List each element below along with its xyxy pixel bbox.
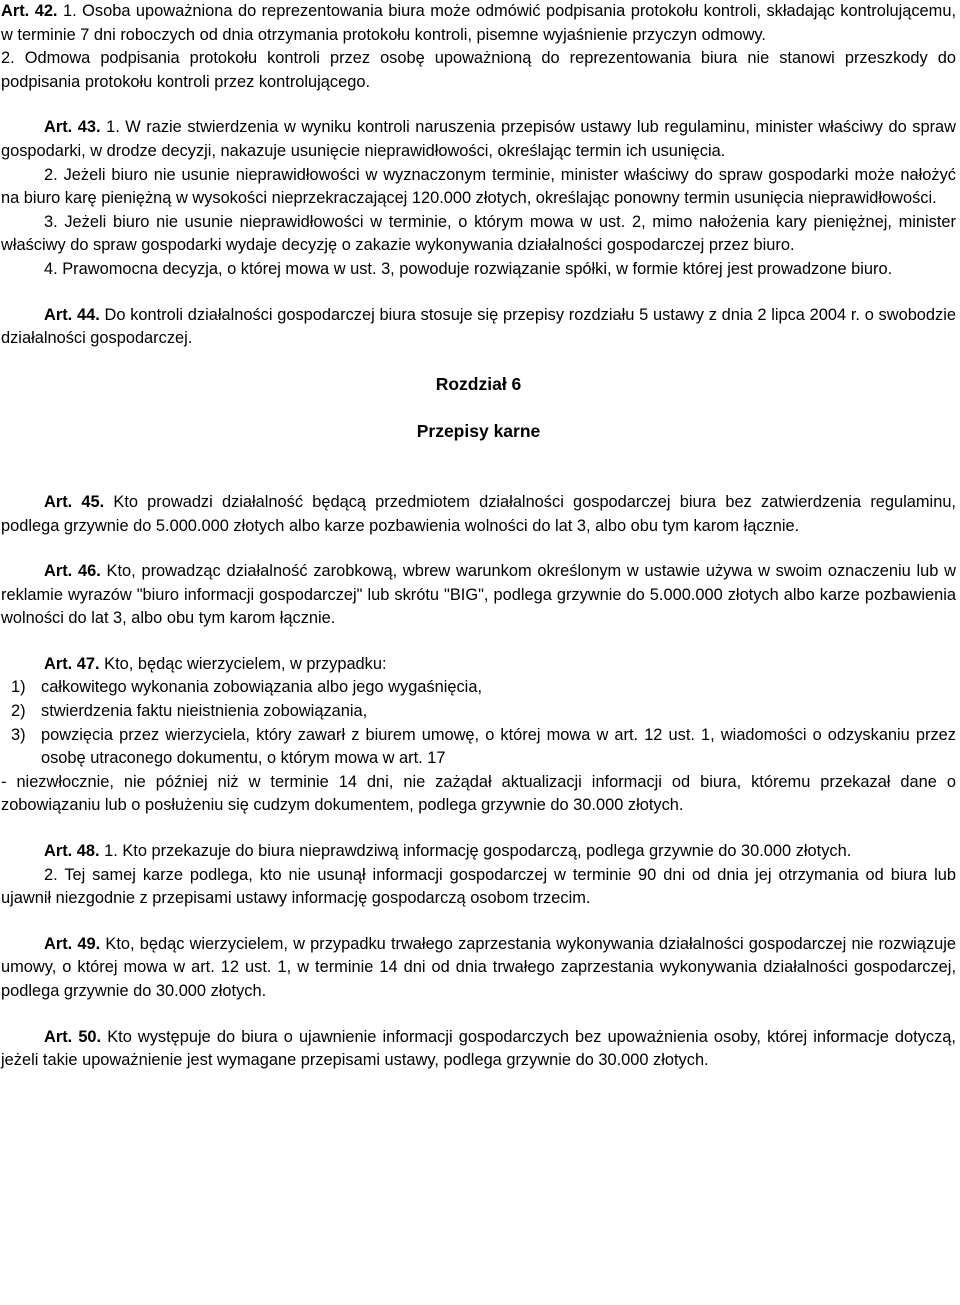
list-item-text: całkowitego wykonania zobowiązania albo jego wygaśnięcia,	[41, 678, 482, 697]
art-48-p2-number: 2.	[44, 865, 58, 884]
art-46-heading: Art. 46.	[44, 562, 101, 581]
art-45-para	[1, 491, 956, 538]
art-43-p1-text: W razie stwierdzenia w wyniku kontroli naruszenia przepisów ustawy lub regulaminu, minister właściwy do spraw gospodarki, w drodze decyzji, nakazuje usunięcie nieprawidłowości, określając termin ich usunięcia.	[1, 118, 956, 160]
art-43-para-3	[1, 211, 956, 258]
spacer	[1, 631, 956, 653]
art-50-text: Kto występuje do biura o ujawnienie informacji gospodarczych bez upoważnienia osoby, której informacje dotyczą, jeżeli takie upoważnienie jest wymagane przepisami ustawy, podlega grzywnie do 30.000 złotych.	[1, 1027, 956, 1070]
art-42-heading: Art. 42.	[1, 2, 58, 20]
art-47-intro-para	[1, 653, 956, 677]
spacer	[1, 444, 956, 491]
art-42-p1-number: 1.	[62, 2, 77, 20]
art-42-p1-text: Osoba upoważniona do reprezentowania biura może odmówić podpisania protokołu kontroli, składając kontrolującemu, w terminie 7 dni roboczych od dnia otrzymania protokołu kontroli, pisemne wyjaśnienie przyczyn odmowy.	[1, 2, 956, 44]
spacer	[1, 1004, 956, 1026]
list-item-number: 2)	[11, 702, 26, 721]
art-45-text: Kto prowadzi działalność będącą przedmiotem działalności gospodarczej biura bez zatwierdzenia regulaminu, podlega grzywnie do 5.000.000 złotych albo karze pozbawienia wolności do lat 3, albo obu tym karom łącznie.	[1, 492, 956, 535]
art-43-p3-text: Jeżeli biuro nie usunie nieprawidłowości w terminie, o którym mowa w ust. 2, mimo nałożenia kary pieniężnej, minister właściwy do spraw gospodarki wydaje decyzję o zakazie wykonywania działalności gospodarczej przez biuro.	[1, 212, 956, 255]
spacer	[1, 911, 956, 933]
art-43-p2-text: Jeżeli biuro nie usunie nieprawidłowości w wyznaczonym terminie, minister właściwy do spraw gospodarki może nałożyć na biuro karę pieniężną w wysokości nieprzekraczającej 120.000 złotych, określając ponowny termin usunięcia nieprawidłowości.	[1, 165, 956, 208]
art-43-p3-number: 3.	[44, 212, 58, 231]
list-item	[1, 724, 956, 771]
art-48-p1-text: Kto przekazuje do biura nieprawdziwą informację gospodarczą, podlega grzywnie do 30.000 złotych.	[122, 842, 852, 861]
art-43-p2-number: 2.	[44, 165, 58, 184]
list-item-number: 1)	[11, 678, 26, 697]
art-46-text: Kto, prowadząc działalność zarobkową, wbrew warunkom określonym w ustawie używa w swoim oznaczeniu lub w reklamie wyrazów "biuro informacji gospodarczej" lub skrótu "BIG", podlega grzywnie do 5.000.000 złotych albo karze pozbawienia wolności do lat 3, albo obu tym karom łącznie.	[1, 562, 956, 628]
art-43-para-4	[1, 258, 956, 282]
art-47-list	[1, 676, 956, 770]
spacer	[1, 351, 956, 373]
art-44-text: Do kontroli działalności gospodarczej biura stosuje się przepisy rozdziału 5 ustawy z dnia 2 lipca 2004 r. o swobodzie działalności gospodarczej.	[1, 305, 956, 348]
art-42-p2-text: Odmowa podpisania protokołu kontroli przez osobę upoważnioną do reprezentowania biura nie stanowi przeszkody do podpisania protokołu kontroli przez kontrolującego.	[1, 49, 956, 91]
list-item-text: stwierdzenia faktu nieistnienia zobowiązania,	[41, 702, 368, 721]
art-42-p2-number: 2.	[1, 49, 15, 68]
art-47-heading: Art. 47.	[44, 654, 100, 673]
list-item-text: powzięcia przez wierzyciela, który zawarł z biurem umowę, o której mowa w art. 12 ust. 1, wiadomości o odzyskaniu przez osobę utraconego dokumentu, o którym mowa w art. 17	[41, 725, 956, 768]
chapter-number: Rozdział 6	[435, 373, 522, 394]
art-46-para	[1, 560, 956, 631]
art-49-para	[1, 933, 956, 1004]
list-item-number: 3)	[11, 725, 26, 744]
art-49-text: Kto, będąc wierzycielem, w przypadku trwałego zaprzestania wykonywania działalności gospodarczej nie rozwiązuje umowy, o której mowa w art. 12 ust. 1, w terminie 14 dni od dnia trwałego zaprzestania wykonywania działalności gospodarczej, podlega grzywnie do 30.000 złotych.	[1, 934, 956, 1000]
art-47-intro: Kto, będąc wierzycielem, w przypadku:	[104, 654, 387, 673]
chapter-title: Przepisy karne	[416, 421, 541, 442]
art-43-p1-number: 1.	[106, 118, 120, 137]
art-48-heading: Art. 48.	[44, 842, 100, 861]
art-43-para-1	[1, 116, 956, 163]
art-43-heading: Art. 43.	[44, 118, 101, 137]
art-47-tail: - niezwłocznie, nie później niż w terminie 14 dni, nie zażądał aktualizacji informacji od biura, któremu przekazał dane o zobowiązaniu lub o posłużeniu się cudzym dokumentem, podlega grzywnie do 30.000 złotych.	[1, 772, 956, 815]
art-42-para-1	[1, 0, 956, 47]
art-50-para	[1, 1026, 956, 1073]
list-item	[1, 700, 956, 724]
art-48-p1-number: 1.	[104, 842, 118, 861]
spacer	[1, 538, 956, 560]
art-45-heading: Art. 45.	[44, 492, 105, 511]
art-43-p4-text: Prawomocna decyzja, o której mowa w ust. 3, powoduje rozwiązanie spółki, w formie której jest prowadzone biuro.	[62, 259, 893, 278]
list-item	[1, 676, 956, 700]
art-44-para	[1, 304, 956, 351]
art-50-heading: Art. 50.	[44, 1027, 102, 1046]
spacer	[1, 94, 956, 116]
spacer	[1, 282, 956, 304]
art-48-p2-text: Tej samej karze podlega, kto nie usunął informacji gospodarczej w terminie 90 dni od dnia jej otrzymania od biura lub ujawnił niezgodnie z przepisami ustawy informację gospodarczą osobom trzecim.	[1, 865, 956, 908]
art-48-para-2	[1, 864, 956, 911]
art-43-para-2	[1, 164, 956, 211]
art-44-heading: Art. 44.	[44, 305, 100, 324]
art-42-para-2	[1, 47, 956, 94]
art-43-p4-number: 4.	[44, 259, 58, 278]
spacer	[1, 818, 956, 840]
art-48-para-1	[1, 840, 956, 864]
art-49-heading: Art. 49.	[44, 934, 101, 953]
